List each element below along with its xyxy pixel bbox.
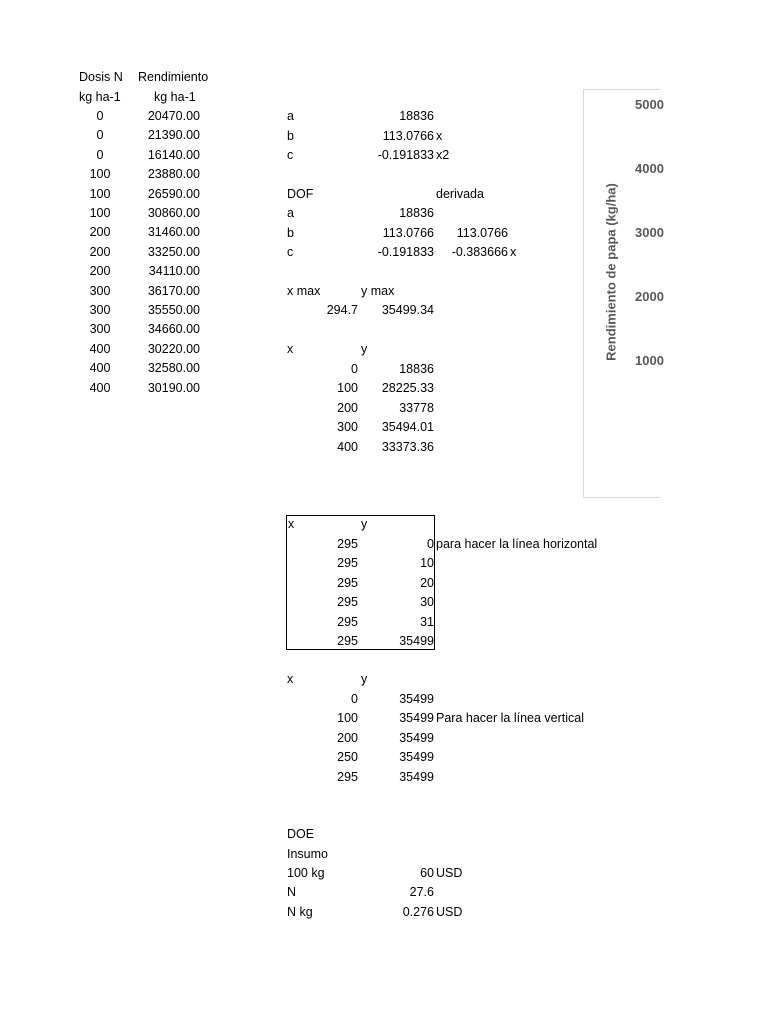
xy2-x-cell: 295: [337, 537, 358, 551]
rendimiento-cell: 35550.00: [147, 303, 200, 317]
rendimiento-cell: 16140.00: [147, 147, 200, 162]
xy1-x-cell: 300: [337, 420, 358, 435]
xy1-y-label: y: [361, 342, 368, 356]
dof-c-label: c: [287, 245, 294, 259]
rendimiento-cell: 23880.00: [147, 167, 200, 182]
dosis-cell: 400: [89, 341, 111, 356]
xy2-x-cell: 295: [337, 614, 358, 629]
xy2-y-cell: 10: [420, 556, 434, 571]
xy3-y-cell: 35499: [399, 750, 434, 765]
dof-b-derivative: 113.0766: [456, 226, 508, 240]
xy2-note: para hacer la línea horizontal: [436, 537, 598, 551]
dof-b-label: b: [287, 226, 294, 240]
xy3-x-label: x: [287, 672, 294, 686]
dosis-cell: 100: [89, 167, 111, 182]
doe-100kg-value: 60: [420, 866, 434, 880]
header-dosis-unit: kg ha-1: [79, 90, 121, 104]
xy1-x-cell: 400: [337, 439, 358, 454]
xy3-x-cell: 250: [337, 750, 358, 765]
xy1-y-cell: 28225.33: [381, 381, 434, 396]
doe-nkg-unit: USD: [436, 905, 463, 919]
xy3-x-cell: 0: [351, 692, 358, 706]
xy2-x-cell: 295: [337, 634, 358, 648]
xy3-y-cell: 35499: [399, 692, 434, 706]
dof-a-label: a: [287, 206, 294, 220]
xy2-y-cell: 0: [427, 537, 434, 551]
rendimiento-cell: 20470.00: [147, 109, 200, 123]
dof-b-value: 113.0766: [382, 226, 434, 240]
xy2-x-cell: 295: [337, 575, 358, 590]
rendimiento-cell: 30860.00: [147, 206, 200, 220]
dosis-cell: 400: [89, 380, 111, 395]
header-dosis: Dosis N: [79, 70, 123, 84]
xy1-y-cell: 33373.36: [381, 439, 434, 454]
xy1-x-cell: 200: [337, 400, 358, 415]
coef-c-label: c: [287, 148, 294, 162]
xy1-x-label: x: [287, 342, 294, 356]
header-rendimiento-unit: kg ha-1: [154, 90, 196, 104]
chart-y-tick-label: 2000: [635, 289, 664, 304]
rendimiento-cell: 36170.00: [147, 283, 200, 298]
header-rendimiento: Rendimiento: [138, 70, 209, 84]
dof-c-value: -0.191833: [377, 245, 434, 259]
coef-c-unit: x2: [436, 148, 450, 162]
rendimiento-cell: 21390.00: [147, 128, 200, 143]
doe-n-value: 27.6: [409, 885, 434, 899]
doe-title: DOE: [287, 827, 315, 841]
xy3-x-cell: 100: [337, 711, 358, 726]
xy3-y-label: y: [361, 672, 368, 686]
coef-a-value: 18836: [399, 109, 434, 123]
dosis-cell: 100: [89, 206, 111, 220]
ymax-value: 35499.34: [381, 303, 434, 317]
xy2-y-cell: 35499: [399, 634, 434, 648]
dosis-cell: 200: [89, 244, 111, 259]
xy1-y-cell: 18836: [399, 362, 434, 376]
doe-n-label: N: [287, 885, 297, 899]
dof-c-derivative: -0.383666: [451, 245, 508, 259]
xy1-y-cell: 35494.01: [381, 420, 434, 435]
dof-a-value: 18836: [399, 206, 434, 220]
ymax-label: y max: [361, 284, 395, 298]
xy3-y-cell: 35499: [399, 711, 434, 726]
dosis-cell: 300: [89, 303, 111, 317]
xmax-value: 294.7: [326, 303, 358, 317]
xy3-x-cell: 200: [337, 730, 358, 745]
dosis-cell: 100: [89, 186, 111, 201]
xmax-label: x max: [287, 284, 321, 298]
dof-title: DOF: [287, 187, 314, 201]
coef-a-label: a: [287, 109, 294, 123]
coef-b-unit: x: [436, 129, 443, 143]
xy2-y-cell: 30: [420, 595, 434, 610]
rendimiento-cell: 34110.00: [148, 264, 200, 279]
xy3-note: Para hacer la línea vertical: [436, 711, 584, 725]
xy3-y-cell: 35499: [399, 730, 434, 745]
dosis-cell: 300: [89, 322, 111, 337]
xy1-y-cell: 33778: [399, 400, 434, 415]
chart-clip: [583, 89, 664, 496]
chart-y-tick-label: 5000: [635, 97, 664, 112]
xy2-x-cell: 295: [337, 556, 358, 571]
dosis-cell: 400: [89, 361, 111, 376]
doe-nkg-label: N kg: [287, 905, 313, 919]
doe-insumo: Insumo: [287, 847, 328, 861]
rendimiento-cell: 32580.00: [147, 361, 200, 376]
xy1-x-cell: 100: [337, 381, 358, 396]
chart-y-axis-label: Rendimiento de papa (kg/ha): [603, 183, 619, 361]
rendimiento-cell: 26590.00: [147, 186, 200, 201]
chart-y-tick-label: 4000: [635, 161, 664, 176]
xy2-y-label: y: [361, 517, 368, 531]
dosis-cell: 200: [89, 225, 111, 240]
rendimiento-cell: 33250.00: [147, 244, 200, 259]
coef-c-value: -0.191833: [377, 148, 434, 162]
dof-c-derivative-unit: x: [510, 245, 517, 259]
dosis-cell: 0: [96, 147, 104, 162]
dosis-cell: 0: [96, 109, 104, 123]
doe-100kg-label: 100 kg: [287, 866, 325, 880]
rendimiento-cell: 30220.00: [147, 341, 200, 356]
xy3-x-cell: 295: [337, 769, 358, 784]
rendimiento-cell: 34660.00: [147, 322, 200, 337]
chart-y-tick-label: 1000: [635, 353, 664, 368]
dosis-cell: 200: [89, 264, 111, 279]
xy2-x-label: x: [288, 517, 295, 531]
xy2-y-cell: 20: [420, 575, 434, 590]
xy2-x-cell: 295: [337, 595, 358, 610]
coef-b-label: b: [287, 129, 294, 143]
rendimiento-cell: 31460.00: [147, 225, 200, 240]
coef-b-value: 113.0766: [382, 129, 434, 143]
xy1-x-cell: 0: [351, 362, 358, 376]
doe-100kg-unit: USD: [436, 866, 463, 880]
dosis-cell: 0: [96, 128, 104, 143]
rendimiento-cell: 30190.00: [147, 380, 200, 395]
dof-derivada: derivada: [436, 187, 484, 201]
chart-y-tick-label: 3000: [635, 225, 664, 240]
xy2-y-cell: 31: [420, 614, 434, 629]
dosis-cell: 300: [89, 283, 111, 298]
doe-nkg-value: 0.276: [402, 905, 434, 919]
xy3-y-cell: 35499: [399, 769, 434, 784]
